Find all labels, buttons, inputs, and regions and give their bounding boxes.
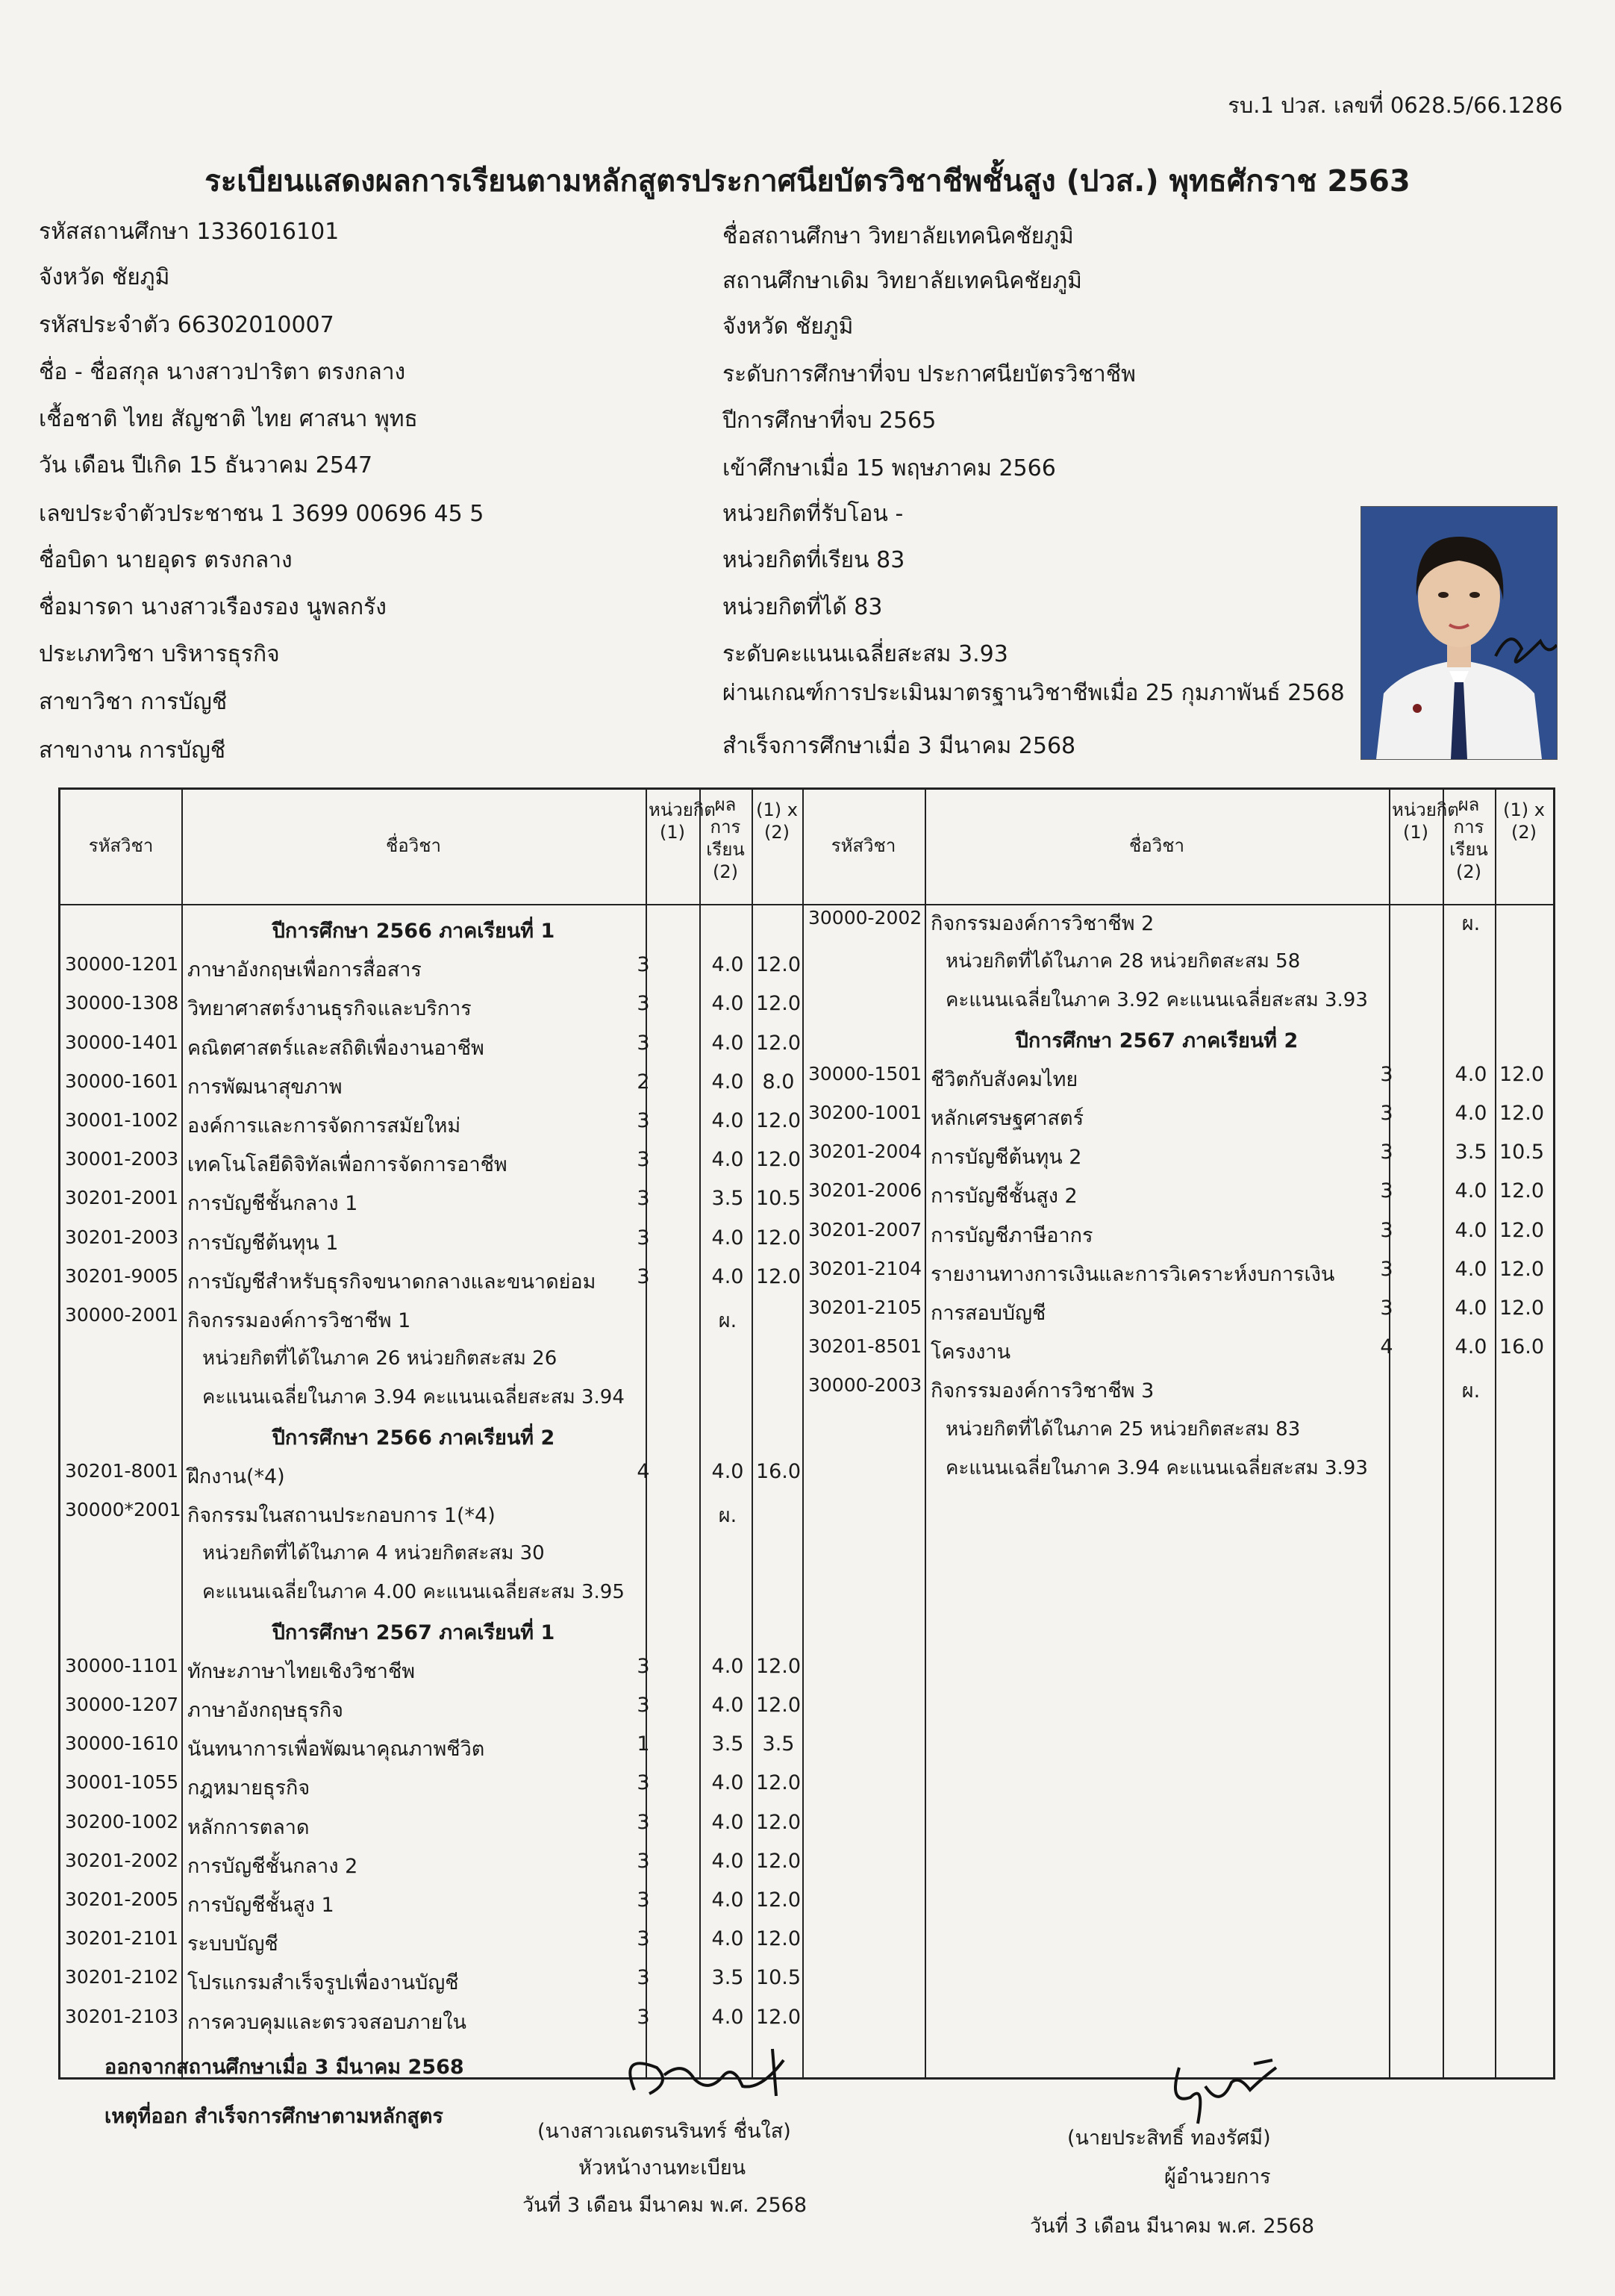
director-title: ผู้อำนวยการ: [1164, 2165, 1271, 2189]
table-row: [804, 1063, 1550, 1102]
course-grade: 4.0: [1455, 1102, 1487, 1125]
info-right-line: หน่วยกิตที่เรียน 83: [722, 547, 905, 573]
course-credit: 3: [637, 1849, 650, 1873]
course-credit: 3: [637, 992, 650, 1016]
course-points: 12.0: [1499, 1257, 1545, 1281]
course-grade: 4.0: [1455, 1257, 1487, 1281]
table-row: [60, 1888, 807, 1927]
info-right-line: สำเร็จการศึกษาเมื่อ 3 มีนาคม 2568: [722, 733, 1076, 759]
course-credit: 3: [637, 1966, 650, 1990]
table-row: [60, 1421, 807, 1460]
course-code: 30001-1002: [65, 1109, 179, 1131]
semester-heading: ปีการศึกษา 2566 ภาคเรียนที่ 1: [272, 920, 555, 943]
course-code: 30001-1055: [65, 1771, 179, 1794]
course-points: 12.0: [1499, 1218, 1545, 1242]
course-grade: 3.5: [1455, 1141, 1487, 1164]
course-name: รายงานทางการเงินและการวิเคราะห์งบการเงิน: [931, 1262, 1335, 1286]
table-row: [804, 1141, 1550, 1179]
course-points: 16.0: [755, 1459, 802, 1483]
course-points: 12.0: [755, 1264, 802, 1288]
course-code: 30000-1601: [65, 1070, 179, 1092]
course-grade: 4.0: [711, 953, 744, 977]
course-grade: 4.0: [711, 2005, 744, 2029]
course-grade: 4.0: [1455, 1062, 1487, 1086]
table-row: [60, 1616, 807, 1655]
course-code: 30201-2004: [808, 1141, 922, 1163]
course-code: 30200-1002: [65, 1810, 179, 1832]
course-name: การบัญชีต้นทุน 2: [931, 1146, 1082, 1170]
table-row: [60, 1655, 807, 1694]
course-name: คณิตศาสตร์และสถิติเพื่องานอาชีพ: [187, 1036, 484, 1060]
course-points: 12.0: [755, 2005, 802, 2029]
table-row: [60, 1966, 807, 2005]
semester-summary: คะแนนเฉลี่ยในภาค 4.00 คะแนนเฉลี่ยสะสม 3.95: [202, 1581, 625, 1604]
table-row: [804, 1414, 1550, 1453]
table-row: [60, 1694, 807, 1732]
info-right-line: ระดับคะแนนเฉลี่ยสะสม 3.93: [722, 641, 1008, 667]
header-grade-right: ผลการเรียน (2): [1449, 794, 1488, 882]
course-name: การบัญชีชั้นสูง 1: [187, 1894, 334, 1917]
table-row: [60, 1927, 807, 1966]
table-row: [60, 1576, 807, 1615]
table-row: [804, 1219, 1550, 1258]
registrar-title: หัวหน้างานทะเบียน: [578, 2156, 746, 2180]
course-name: ฝึกงาน(*4): [187, 1464, 285, 1488]
course-points: 12.0: [755, 1148, 802, 1172]
info-left-line: จังหวัด ชัยภูมิ: [39, 264, 170, 290]
semester-summary: คะแนนเฉลี่ยในภาค 3.94 คะแนนเฉลี่ยสะสม 3.94: [202, 1386, 625, 1409]
course-grade: 4.0: [711, 1927, 744, 1951]
table-row: [804, 1102, 1550, 1141]
course-grade: 4.0: [711, 1031, 744, 1055]
header-credit-left: หน่วยกิต (1): [649, 799, 716, 843]
course-code: 30001-2003: [65, 1148, 179, 1170]
course-name: ทักษะภาษาไทยเชิงวิชาชีพ: [187, 1659, 416, 1683]
course-grade: 3.5: [711, 1966, 744, 1990]
course-code: 30000-2002: [808, 907, 922, 929]
course-grade: 4.0: [711, 1148, 744, 1172]
course-name: กิจกรรมองค์การวิชาชีพ 3: [931, 1379, 1155, 1403]
course-grade: 4.0: [711, 1264, 744, 1288]
course-credit: 4: [637, 1459, 650, 1483]
course-name: วิทยาศาสตร์งานธุรกิจและบริการ: [187, 997, 472, 1021]
course-points: 12.0: [755, 1226, 802, 1250]
course-code: 30201-2003: [65, 1226, 179, 1248]
course-credit: 3: [637, 1264, 650, 1288]
semester-heading: ปีการศึกษา 2567 ภาคเรียนที่ 1: [272, 1620, 555, 1644]
course-grade: 3.5: [711, 1732, 744, 1756]
table-row: [60, 1460, 807, 1499]
course-points: 12.0: [755, 1810, 802, 1834]
course-code: 30201-2105: [808, 1297, 922, 1318]
course-code: 30000*2001: [65, 1499, 181, 1520]
course-name: องค์การและการจัดการสมัยใหม่: [187, 1114, 461, 1138]
course-credit: 3: [1380, 1102, 1393, 1125]
semester-summary: คะแนนเฉลี่ยในภาค 3.94 คะแนนเฉลี่ยสะสม 3.93: [946, 1456, 1368, 1479]
exit-date: ออกจากสถานศึกษาเมื่อ 3 มีนาคม 2568: [104, 2056, 464, 2079]
info-left-line: เชื้อชาติ ไทย สัญชาติ ไทย ศาสนา พุทธ: [39, 406, 418, 432]
course-code: 30000-2003: [808, 1374, 922, 1397]
course-grade: 4.0: [711, 1849, 744, 1873]
course-code: 30000-1610: [65, 1732, 179, 1755]
course-grade: 4.0: [711, 1459, 744, 1483]
document-reference: รบ.1 ปวส. เลขที่ 0628.5/66.1286: [1228, 93, 1563, 118]
course-points: 10.5: [755, 1187, 802, 1211]
student-photo: [1361, 506, 1558, 760]
course-credit: 3: [637, 1187, 650, 1211]
course-credit: 3: [1380, 1179, 1393, 1203]
header-product-right: (1) x (2): [1503, 799, 1545, 843]
course-name: โครงงาน: [931, 1341, 1011, 1364]
course-name: การบัญชีชั้นกลาง 2: [187, 1854, 358, 1878]
course-credit: 3: [637, 1927, 650, 1951]
course-points: 12.0: [755, 1109, 802, 1132]
course-credit: 3: [637, 1109, 650, 1132]
info-right-line: ปีการศึกษาที่จบ 2565: [722, 408, 937, 434]
course-points: 16.0: [1499, 1335, 1545, 1359]
course-grade: 4.0: [711, 1810, 744, 1834]
header-product-left: (1) x (2): [756, 799, 798, 843]
table-row: [804, 1258, 1550, 1297]
course-grade: ผ.: [718, 1309, 737, 1332]
course-code: 30201-2001: [65, 1187, 179, 1209]
course-points: 12.0: [755, 992, 802, 1016]
course-credit: 3: [1380, 1062, 1393, 1086]
table-row: [60, 1265, 807, 1304]
document-title: ระเบียนแสดงผลการเรียนตามหลักสูตรประกาศนียบัตรวิชาชีพชั้นสูง (ปวส.) พุทธศักราช 2563: [204, 164, 1411, 199]
course-grade: 4.0: [711, 1654, 744, 1678]
course-code: 30201-8501: [808, 1335, 922, 1358]
course-name: หลักเศรษฐศาสตร์: [931, 1107, 1084, 1130]
course-credit: 3: [637, 1810, 650, 1834]
info-right-line: หน่วยกิตที่รับโอน -: [722, 501, 904, 527]
course-points: 12.0: [755, 953, 802, 977]
course-credit: 3: [1380, 1297, 1393, 1320]
course-code: 30201-2101: [65, 1927, 179, 1950]
table-row: [60, 1811, 807, 1850]
table-row: [60, 1850, 807, 1888]
course-points: 12.0: [755, 1888, 802, 1912]
course-credit: 2: [637, 1070, 650, 1094]
info-right-line: ชื่อสถานศึกษา วิทยาลัยเทคนิคชัยภูมิ: [722, 223, 1074, 249]
info-left-line: วัน เดือน ปีเกิด 15 ธันวาคม 2547: [39, 452, 373, 478]
course-grade: ผ.: [718, 1504, 737, 1527]
table-row: [60, 953, 807, 992]
course-name: ระบบบัญชี: [187, 1932, 278, 1956]
header-credit-right: หน่วยกิต (1): [1392, 799, 1459, 843]
course-grade: 4.0: [711, 1694, 744, 1717]
course-name: ชีวิตกับสังคมไทย: [931, 1067, 1078, 1091]
header-code-right: รหัสวิชา: [831, 835, 896, 856]
table-row: [60, 1070, 807, 1109]
table-row: [804, 1374, 1550, 1413]
director-name: (นายประสิทธิ์ ทองรัศมี): [1067, 2127, 1271, 2150]
course-credit: 3: [637, 1654, 650, 1678]
course-grade: 4.0: [1455, 1297, 1487, 1320]
course-credit: 4: [1380, 1335, 1393, 1359]
course-code: 30201-2002: [65, 1849, 179, 1871]
course-credit: 3: [1380, 1141, 1393, 1164]
info-right-line: เข้าศึกษาเมื่อ 15 พฤษภาคม 2566: [722, 455, 1056, 481]
course-name: การบัญชีภาษีอากร: [931, 1223, 1093, 1247]
info-left-line: เลขประจำตัวประชาชน 1 3699 00696 45 5: [39, 501, 484, 527]
course-name: กฎหมายธุรกิจ: [187, 1776, 310, 1800]
info-left-line: สาขาวิชา การบัญชี: [39, 689, 228, 715]
course-grade: 4.0: [1455, 1335, 1487, 1359]
course-points: 10.5: [755, 1966, 802, 1990]
table-row: [60, 914, 807, 953]
table-row: [804, 907, 1550, 946]
exit-reason: เหตุที่ออก สำเร็จการศึกษาตามหลักสูตร: [104, 2105, 443, 2128]
course-name: การบัญชีสำหรับธุรกิจขนาดกลางและขนาดย่อม: [187, 1270, 596, 1294]
course-grade: 3.5: [711, 1187, 744, 1211]
course-points: 12.0: [755, 1694, 802, 1717]
info-left-line: ชื่อบิดา นายอุดร ตรงกลาง: [39, 547, 293, 573]
course-points: 12.0: [1499, 1102, 1545, 1125]
info-left-line: ประเภทวิชา บริหารธุรกิจ: [39, 641, 280, 667]
course-code: 30201-2102: [65, 1966, 179, 1988]
course-code: 30000-1207: [65, 1694, 179, 1715]
info-left-line: รหัสสถานศึกษา 1336016101: [39, 219, 340, 245]
semester-summary: หน่วยกิตที่ได้ในภาค 28 หน่วยกิตสะสม 58: [946, 950, 1301, 973]
table-row: [60, 992, 807, 1031]
course-credit: 3: [637, 1148, 650, 1172]
table-row: [804, 985, 1550, 1023]
course-grade: 4.0: [711, 1226, 744, 1250]
registrar-date: วันที่ 3 เดือน มีนาคม พ.ศ. 2568: [522, 2194, 808, 2217]
course-grade: 4.0: [711, 1771, 744, 1795]
course-grade: 4.0: [711, 1888, 744, 1912]
course-code: 30200-1001: [808, 1102, 922, 1123]
semester-heading: ปีการศึกษา 2566 ภาคเรียนที่ 2: [272, 1426, 555, 1450]
table-row: [804, 1024, 1550, 1063]
course-code: 30000-1401: [65, 1031, 179, 1053]
course-code: 30201-2007: [808, 1218, 922, 1241]
info-left-line: รหัสประจำตัว 66302010007: [39, 312, 334, 338]
course-code: 30000-1101: [65, 1654, 179, 1676]
course-grade: 4.0: [1455, 1179, 1487, 1203]
grades-table: [58, 787, 1555, 2080]
course-grade: ผ.: [1461, 1379, 1481, 1403]
course-credit: 3: [637, 2005, 650, 2029]
course-credit: 3: [637, 1694, 650, 1717]
course-credit: 3: [1380, 1218, 1393, 1242]
header-name-right: ชื่อวิชา: [1129, 835, 1184, 856]
info-right-line: จังหวัด ชัยภูมิ: [722, 313, 854, 340]
table-row: [60, 1382, 807, 1420]
course-grade: 4.0: [711, 1070, 744, 1094]
course-grade: 4.0: [711, 992, 744, 1016]
course-credit: 3: [637, 953, 650, 977]
course-points: 12.0: [755, 1031, 802, 1055]
course-points: 12.0: [755, 1771, 802, 1795]
course-code: 30201-8001: [65, 1459, 179, 1482]
header-code-left: รหัสวิชา: [88, 835, 154, 856]
table-row: [804, 1297, 1550, 1335]
course-points: 10.5: [1499, 1141, 1545, 1164]
course-points: 3.5: [762, 1732, 795, 1756]
course-points: 12.0: [1499, 1062, 1545, 1086]
student-photo-image: [1361, 507, 1557, 759]
course-credit: 3: [1380, 1257, 1393, 1281]
course-code: 30201-2006: [808, 1179, 922, 1202]
director-date: วันที่ 3 เดือน มีนาคม พ.ศ. 2568: [1030, 2215, 1315, 2238]
info-right-line: สถานศึกษาเดิม วิทยาลัยเทคนิคชัยภูมิ: [722, 268, 1082, 294]
course-code: 30201-9005: [65, 1264, 179, 1287]
course-name: กิจกรรมองค์การวิชาชีพ 2: [931, 912, 1155, 935]
table-row: [60, 1304, 807, 1343]
registrar-name: (นางสาวเณตรนรินทร์ ชื่นใส): [537, 2120, 791, 2143]
semester-summary: คะแนนเฉลี่ยในภาค 3.92 คะแนนเฉลี่ยสะสม 3.93: [946, 989, 1368, 1012]
semester-heading: ปีการศึกษา 2567 ภาคเรียนที่ 2: [1015, 1029, 1299, 1052]
table-row: [60, 1032, 807, 1070]
course-credit: 1: [637, 1732, 650, 1756]
course-points: 12.0: [755, 1849, 802, 1873]
table-row: [60, 1771, 807, 1810]
table-row: [60, 1226, 807, 1265]
course-points: 12.0: [755, 1654, 802, 1678]
info-left-line: ชื่อ - ชื่อสกุล นางสาวปาริตา ตรงกลาง: [39, 359, 406, 385]
table-row: [60, 1499, 807, 1538]
course-code: 30000-2001: [65, 1304, 179, 1326]
course-name: กิจกรรมในสถานประกอบการ 1(*4): [187, 1504, 496, 1527]
course-grade: 4.0: [711, 1109, 744, 1132]
course-credit: 3: [637, 1771, 650, 1795]
table-row: [60, 1148, 807, 1187]
course-name: การควบคุมและตรวจสอบภายใน: [187, 2010, 466, 2034]
semester-summary: หน่วยกิตที่ได้ในภาค 4 หน่วยกิตสะสม 30: [202, 1542, 545, 1565]
course-points: 8.0: [762, 1070, 795, 1094]
course-credit: 3: [637, 1888, 650, 1912]
info-right-line: หน่วยกิตที่ได้ 83: [722, 594, 883, 620]
header-name-left: ชื่อวิชา: [386, 835, 441, 856]
table-row: [60, 1343, 807, 1382]
course-name: การบัญชีชั้นสูง 2: [931, 1185, 1078, 1208]
course-name: เทคโนโลยีดิจิทัลเพื่อการจัดการอาชีพ: [187, 1153, 507, 1177]
header-grade-left: ผลการเรียน (2): [706, 794, 745, 882]
course-name: การสอบบัญชี: [931, 1302, 1046, 1325]
course-credit: 3: [637, 1226, 650, 1250]
table-row: [60, 1109, 807, 1148]
table-row: [804, 1179, 1550, 1218]
course-code: 30201-2103: [65, 2005, 179, 2027]
course-points: 12.0: [1499, 1297, 1545, 1320]
course-credit: 3: [637, 1031, 650, 1055]
table-row: [804, 1453, 1550, 1491]
course-name: ภาษาอังกฤษธุรกิจ: [187, 1699, 343, 1722]
signature-registrar-icon: [612, 2038, 806, 2105]
course-code: 30000-1501: [808, 1062, 922, 1085]
course-code: 30201-2005: [65, 1888, 179, 1910]
course-points: 12.0: [755, 1927, 802, 1951]
course-name: การพัฒนาสุขภาพ: [187, 1075, 343, 1099]
course-name: การบัญชีต้นทุน 1: [187, 1231, 339, 1255]
info-right-line: ผ่านเกณฑ์การประเมินมาตรฐานวิชาชีพเมื่อ 25 กุมภาพันธ์ 2568: [722, 680, 1345, 706]
course-name: กิจกรรมองค์การวิชาชีพ 1: [187, 1309, 411, 1332]
course-name: โปรแกรมสำเร็จรูปเพื่องานบัญชี: [187, 1971, 459, 1995]
course-name: การบัญชีชั้นกลาง 1: [187, 1192, 358, 1216]
course-name: ภาษาอังกฤษเพื่อการสื่อสาร: [187, 958, 422, 982]
table-row: [804, 946, 1550, 985]
info-left-line: สาขางาน การบัญชี: [39, 737, 226, 764]
course-grade: 4.0: [1455, 1218, 1487, 1242]
course-code: 30000-1201: [65, 953, 179, 976]
semester-summary: หน่วยกิตที่ได้ในภาค 26 หน่วยกิตสะสม 26: [202, 1347, 557, 1370]
info-left-line: ชื่อมารดา นางสาวเรืองรอง นูพลกรัง: [39, 594, 387, 620]
info-right-line: ระดับการศึกษาที่จบ ประกาศนียบัตรวิชาชีพ: [722, 361, 1136, 387]
course-grade: ผ.: [1461, 912, 1481, 935]
semester-summary: หน่วยกิตที่ได้ในภาค 25 หน่วยกิตสะสม 83: [946, 1417, 1301, 1441]
course-name: หลักการตลาด: [187, 1815, 310, 1839]
course-points: 12.0: [1499, 1179, 1545, 1203]
course-name: นันทนาการเพื่อพัฒนาคุณภาพชีวิต: [187, 1738, 485, 1762]
course-code: 30000-1308: [65, 992, 179, 1014]
table-row: [60, 1732, 807, 1771]
table-row: [60, 1187, 807, 1226]
course-code: 30201-2104: [808, 1257, 922, 1279]
table-row: [804, 1335, 1550, 1374]
table-row: [60, 1538, 807, 1576]
